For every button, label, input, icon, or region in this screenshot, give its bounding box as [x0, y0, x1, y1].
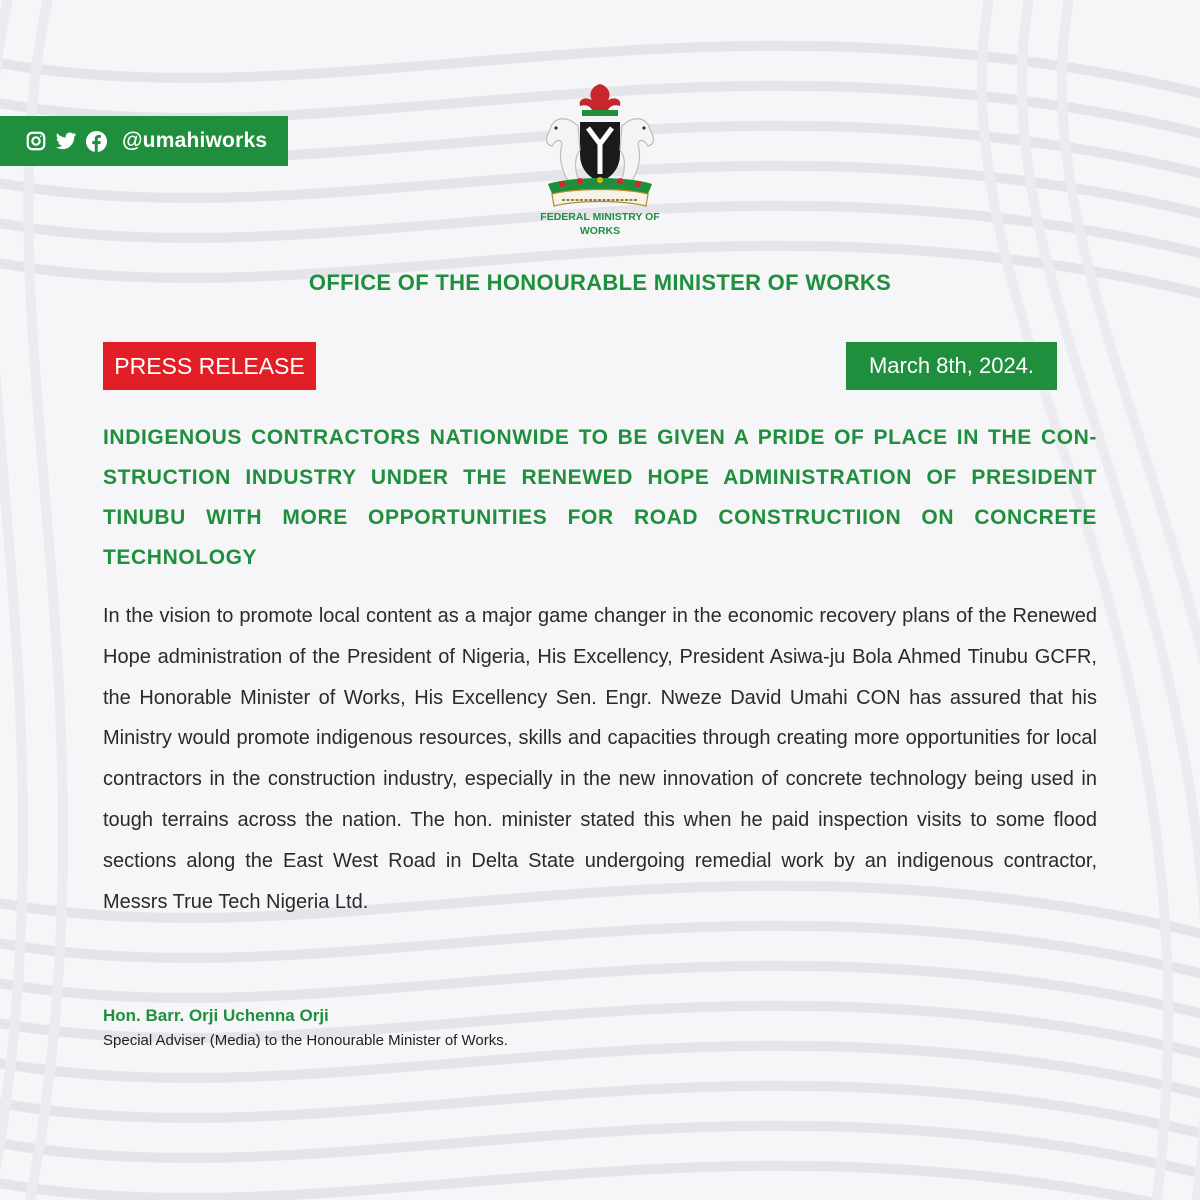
social-handle-text: @umahiworks — [122, 129, 268, 152]
ministry-name — [500, 210, 700, 238]
coat-of-arms-emblem — [522, 78, 678, 218]
signatory-name: Hon. Barr. Orji Uchenna Orji — [103, 1006, 329, 1025]
office-title: OFFICE OF THE HONOURABLE MINISTER OF WORKS — [308, 270, 892, 295]
signatory-title: Special Adviser (Media) to the Honourable Minister of Works. — [103, 1032, 508, 1049]
release-date: March 8th, 2024. — [846, 342, 1057, 390]
twitter-icon — [54, 129, 78, 153]
headline: INDIGENOUS CONTRACTORS NATIONWIDE TO BE GIVEN A PRIDE OF PLACE IN THE CON-STRUCTION INDUSTRY UNDER THE RENEWED HOPE ADMINISTRATION OF PRESIDENT TINUBU WITH MORE OPPORTUNITIES FOR ROAD CONSTRUCTIION ON CONCRETE TECHNOLOGY — [103, 426, 1097, 569]
social-handle-badge — [0, 116, 288, 166]
body-paragraph: In the vision to promote local content as a major game changer in the economic recovery plans of the Renewed Hope administration of the President of Nigeria, His Excellency, President Asiwa-ju Bola Ahmed Tinubu GCFR, the Honorable Minister of Works, His Excellency Sen. Engr. Nweze David Umahi CON has assured that his Ministry would promote indigenous resources, skills and capacities through creating more opportunities for local contractors in the construction industry, especially in the new innovation of concrete technology being used in tough terrains across the nation. The hon. minister stated this when he paid inspection visits to some flood sections along the East West Road in Delta State undergoing remedial work by an indigenous contractor, Messrs True Tech Nigeria Ltd. — [103, 605, 1097, 913]
facebook-icon — [84, 129, 108, 153]
instagram-icon — [24, 129, 48, 153]
ministry-name-line-2: WORKS — [579, 225, 621, 237]
ministry-name-line-1: FEDERAL MINISTRY OF — [540, 211, 660, 223]
press-release-label: PRESS RELEASE — [103, 342, 316, 390]
